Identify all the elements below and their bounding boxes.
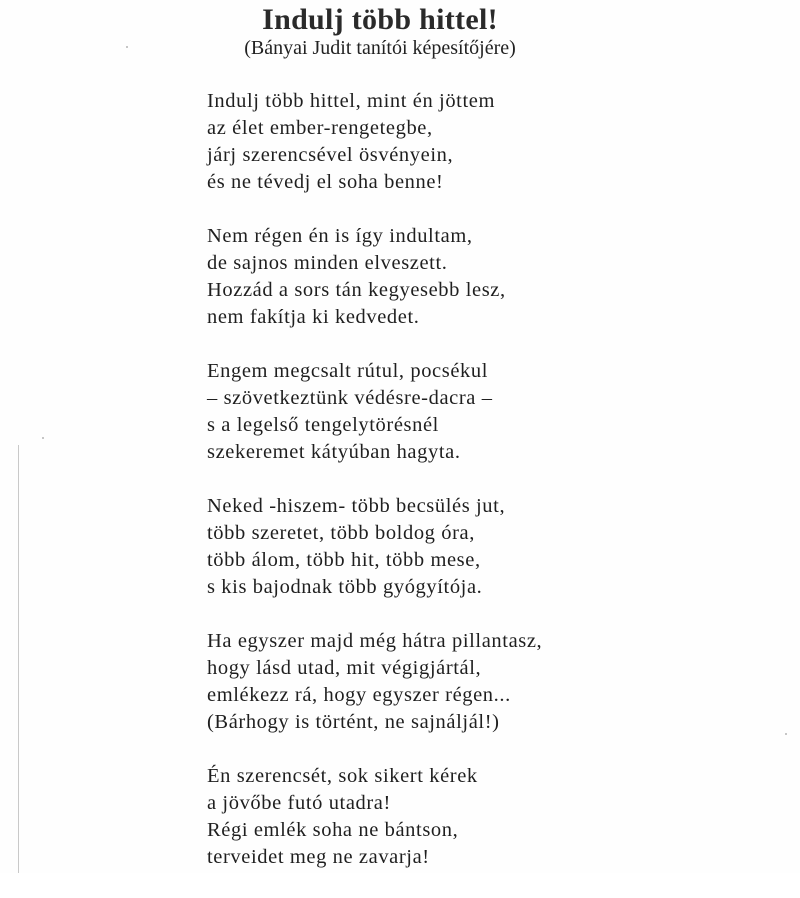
poem-line: szekeremet kátyúban hagyta. xyxy=(207,441,461,463)
poem-line: terveidet meg ne zavarja! xyxy=(207,846,430,868)
poem-line: Engem megcsalt rútul, pocsékul xyxy=(207,360,489,382)
poem-subtitle: (Bányai Judit tanítói képesítőjére) xyxy=(244,37,516,59)
poem-line: Hozzád a sors tán kegyesebb lesz, xyxy=(207,279,506,301)
stanza-6 xyxy=(207,763,687,871)
poem-line: a jövőbe futó utadra! xyxy=(207,792,391,814)
poem-line: és ne tévedj el soha benne! xyxy=(207,171,444,193)
poem-line: s a legelső tengelytörésnél xyxy=(207,414,439,436)
stanza-5 xyxy=(207,628,687,736)
poem-line: Ha egyszer majd még hátra pillantasz, xyxy=(207,630,543,652)
poem-line: hogy lásd utad, mit végigjártál, xyxy=(207,657,482,679)
stanza-3 xyxy=(207,358,687,466)
poem-line: de sajnos minden elveszett. xyxy=(207,252,448,274)
poem-line: emlékezz rá, hogy egyszer régen... xyxy=(207,684,511,706)
poem-line: Régi emlék soha ne bántson, xyxy=(207,819,459,841)
poem-line: nem fakítja ki kedvedet. xyxy=(207,306,420,328)
poem-line: Én szerencsét, sok sikert kérek xyxy=(207,765,478,787)
scan-speck xyxy=(785,733,787,735)
scan-edge-line xyxy=(18,445,19,873)
scan-speck xyxy=(42,437,44,439)
poem-line: Indulj több hittel, mint én jöttem xyxy=(207,90,496,112)
poem-line: Nem régen én is így indultam, xyxy=(207,225,473,247)
stanza-4 xyxy=(207,493,687,601)
poem-line: Neked -hiszem- több becsülés jut, xyxy=(207,495,506,517)
poem-body xyxy=(207,88,687,898)
poem-line: több szeretet, több boldog óra, xyxy=(207,522,475,544)
poem-line: – szövetkeztünk védésre-dacra – xyxy=(207,387,493,409)
poem-title: Indulj több hittel! xyxy=(262,3,498,36)
poem-line: járj szerencsével ösvényein, xyxy=(207,144,454,166)
poem-line: s kis bajodnak több gyógyítója. xyxy=(207,576,483,598)
poem-line: (Bárhogy is történt, ne sajnáljál!) xyxy=(207,711,500,733)
stanza-1 xyxy=(207,88,687,196)
poem-line: az élet ember-rengetegbe, xyxy=(207,117,433,139)
stanza-2 xyxy=(207,223,687,331)
poem-line: több álom, több hit, több mese, xyxy=(207,549,481,571)
